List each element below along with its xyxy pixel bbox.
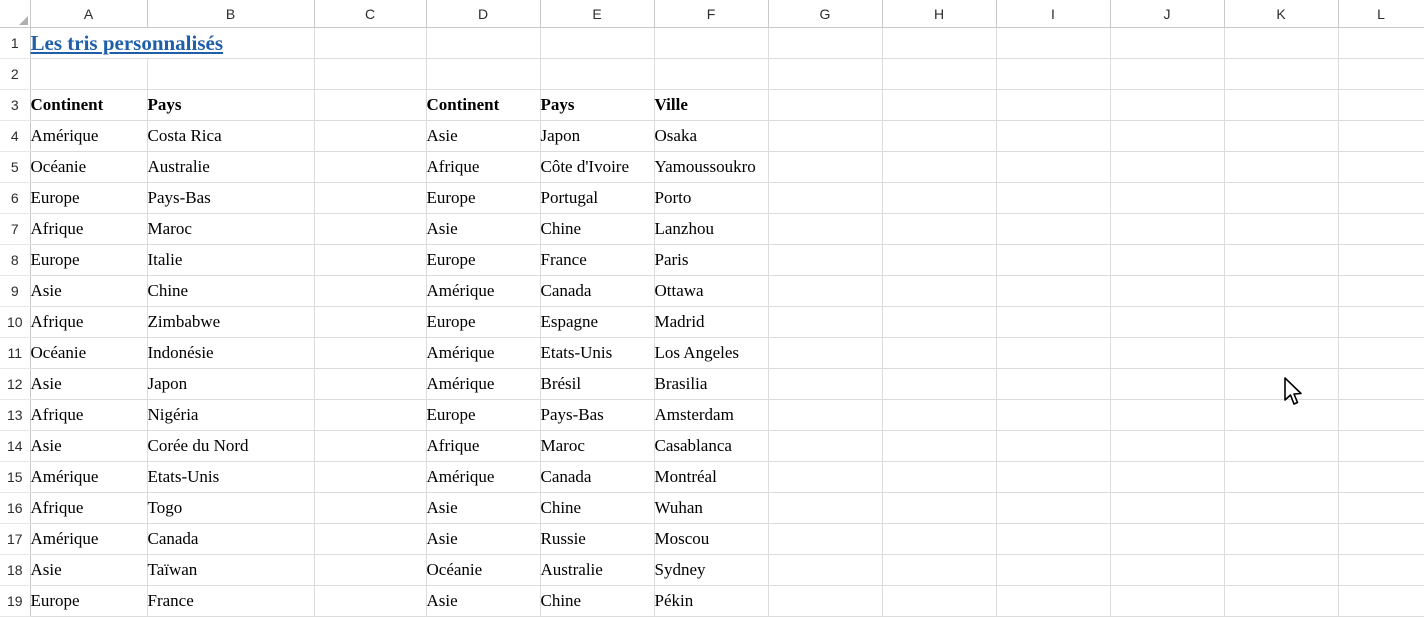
cell-b17[interactable]: Canada — [147, 524, 314, 555]
cell-i16[interactable] — [996, 493, 1110, 524]
row-header-14[interactable]: 14 — [0, 431, 30, 462]
cell-c15[interactable] — [314, 462, 426, 493]
cell-a4[interactable]: Amérique — [30, 121, 147, 152]
cell-a19[interactable]: Europe — [30, 586, 147, 617]
cell-f12[interactable]: Brasilia — [654, 369, 768, 400]
cell-c3[interactable] — [314, 90, 426, 121]
cell-b3[interactable]: Pays — [147, 90, 314, 121]
cell-b13[interactable]: Nigéria — [147, 400, 314, 431]
cell-f10[interactable]: Madrid — [654, 307, 768, 338]
column-header-d[interactable]: D — [426, 0, 540, 28]
cell-d16[interactable]: Asie — [426, 493, 540, 524]
table-row — [0, 152, 1424, 183]
cell-k13[interactable] — [1224, 400, 1338, 431]
cell-f18[interactable]: Sydney — [654, 555, 768, 586]
row-header-10[interactable]: 10 — [0, 307, 30, 338]
cell-g19[interactable] — [768, 586, 882, 617]
cell-h18[interactable] — [882, 555, 996, 586]
cell-c12[interactable] — [314, 369, 426, 400]
cell-e14[interactable]: Maroc — [540, 431, 654, 462]
cell-d10[interactable]: Europe — [426, 307, 540, 338]
cell-l2[interactable] — [1338, 59, 1424, 90]
cell-l5[interactable] — [1338, 152, 1424, 183]
row-header-3[interactable]: 3 — [0, 90, 30, 121]
column-header-l[interactable]: L — [1338, 0, 1424, 28]
row-header-4[interactable]: 4 — [0, 121, 30, 152]
cell-c16[interactable] — [314, 493, 426, 524]
cell-h11[interactable] — [882, 338, 996, 369]
cell-j19[interactable] — [1110, 586, 1224, 617]
cell-d18[interactable]: Océanie — [426, 555, 540, 586]
cell-h2[interactable] — [882, 59, 996, 90]
cell-g2[interactable] — [768, 59, 882, 90]
table-row — [0, 183, 1424, 214]
cell-b15[interactable]: Etats-Unis — [147, 462, 314, 493]
cell-a7[interactable]: Afrique — [30, 214, 147, 245]
table-row — [0, 121, 1424, 152]
select-all-corner[interactable] — [0, 0, 30, 28]
corner-triangle-icon — [19, 16, 28, 25]
cell-e16[interactable]: Chine — [540, 493, 654, 524]
cell-g18[interactable] — [768, 555, 882, 586]
cell-a9[interactable]: Asie — [30, 276, 147, 307]
cell-b5[interactable]: Australie — [147, 152, 314, 183]
cell-a14[interactable]: Asie — [30, 431, 147, 462]
row-header-16[interactable]: 16 — [0, 493, 30, 524]
cell-g15[interactable] — [768, 462, 882, 493]
cell-h16[interactable] — [882, 493, 996, 524]
cell-a18[interactable]: Asie — [30, 555, 147, 586]
cell-k1[interactable] — [1224, 28, 1338, 59]
cell-g17[interactable] — [768, 524, 882, 555]
cell-d5[interactable]: Afrique — [426, 152, 540, 183]
column-header-g[interactable]: G — [768, 0, 882, 28]
cell-f19[interactable]: Pékin — [654, 586, 768, 617]
table-row — [0, 400, 1424, 431]
cell-d11[interactable]: Amérique — [426, 338, 540, 369]
table-row — [0, 245, 1424, 276]
column-header-row — [0, 0, 1424, 28]
cell-h15[interactable] — [882, 462, 996, 493]
cell-i15[interactable] — [996, 462, 1110, 493]
cell-i17[interactable] — [996, 524, 1110, 555]
cell-f8[interactable]: Paris — [654, 245, 768, 276]
cell-d1[interactable] — [426, 28, 540, 59]
row-header-11[interactable]: 11 — [0, 338, 30, 369]
cell-b11[interactable]: Indonésie — [147, 338, 314, 369]
cell-e2[interactable] — [540, 59, 654, 90]
cell-f3[interactable]: Ville — [654, 90, 768, 121]
cell-d14[interactable]: Afrique — [426, 431, 540, 462]
cell-i10[interactable] — [996, 307, 1110, 338]
cell-j15[interactable] — [1110, 462, 1224, 493]
cell-c17[interactable] — [314, 524, 426, 555]
cell-d3[interactable]: Continent — [426, 90, 540, 121]
cell-b6[interactable]: Pays-Bas — [147, 183, 314, 214]
cell-b7[interactable]: Maroc — [147, 214, 314, 245]
cell-j2[interactable] — [1110, 59, 1224, 90]
cell-a11[interactable]: Océanie — [30, 338, 147, 369]
cell-g4[interactable] — [768, 121, 882, 152]
cell-j10[interactable] — [1110, 307, 1224, 338]
cell-d8[interactable]: Europe — [426, 245, 540, 276]
cell-k12[interactable] — [1224, 369, 1338, 400]
cell-l13[interactable] — [1338, 400, 1424, 431]
cell-i1[interactable] — [996, 28, 1110, 59]
cell-j9[interactable] — [1110, 276, 1224, 307]
cell-e4[interactable]: Japon — [540, 121, 654, 152]
cell-f11[interactable]: Los Angeles — [654, 338, 768, 369]
cell-a2[interactable] — [30, 59, 147, 90]
cell-i6[interactable] — [996, 183, 1110, 214]
cell-l10[interactable] — [1338, 307, 1424, 338]
cell-e17[interactable]: Russie — [540, 524, 654, 555]
cell-e5[interactable]: Côte d'Ivoire — [540, 152, 654, 183]
column-header-i[interactable]: I — [996, 0, 1110, 28]
cell-e10[interactable]: Espagne — [540, 307, 654, 338]
cell-f13[interactable]: Amsterdam — [654, 400, 768, 431]
table-row — [0, 586, 1424, 617]
cell-k6[interactable] — [1224, 183, 1338, 214]
cell-l1[interactable] — [1338, 28, 1424, 59]
cell-f1[interactable] — [654, 28, 768, 59]
cell-i3[interactable] — [996, 90, 1110, 121]
cell-k11[interactable] — [1224, 338, 1338, 369]
cell-e7[interactable]: Chine — [540, 214, 654, 245]
cell-e8[interactable]: France — [540, 245, 654, 276]
cell-c11[interactable] — [314, 338, 426, 369]
cell-f14[interactable]: Casablanca — [654, 431, 768, 462]
cell-h5[interactable] — [882, 152, 996, 183]
cell-j3[interactable] — [1110, 90, 1224, 121]
cell-l11[interactable] — [1338, 338, 1424, 369]
cell-i14[interactable] — [996, 431, 1110, 462]
cell-i9[interactable] — [996, 276, 1110, 307]
cell-b10[interactable]: Zimbabwe — [147, 307, 314, 338]
cell-i13[interactable] — [996, 400, 1110, 431]
cell-j17[interactable] — [1110, 524, 1224, 555]
cell-f16[interactable]: Wuhan — [654, 493, 768, 524]
cell-b12[interactable]: Japon — [147, 369, 314, 400]
cell-h7[interactable] — [882, 214, 996, 245]
cell-c5[interactable] — [314, 152, 426, 183]
cell-j1[interactable] — [1110, 28, 1224, 59]
cell-h12[interactable] — [882, 369, 996, 400]
column-header-f[interactable]: F — [654, 0, 768, 28]
cell-h10[interactable] — [882, 307, 996, 338]
cell-c13[interactable] — [314, 400, 426, 431]
cell-h19[interactable] — [882, 586, 996, 617]
cell-d6[interactable]: Europe — [426, 183, 540, 214]
cell-h1[interactable] — [882, 28, 996, 59]
cell-e3[interactable]: Pays — [540, 90, 654, 121]
cell-l16[interactable] — [1338, 493, 1424, 524]
cell-k5[interactable] — [1224, 152, 1338, 183]
cell-k4[interactable] — [1224, 121, 1338, 152]
cell-j11[interactable] — [1110, 338, 1224, 369]
cell-g16[interactable] — [768, 493, 882, 524]
row-header-9[interactable]: 9 — [0, 276, 30, 307]
cell-h14[interactable] — [882, 431, 996, 462]
cell-i8[interactable] — [996, 245, 1110, 276]
cell-k10[interactable] — [1224, 307, 1338, 338]
row-header-17[interactable]: 17 — [0, 524, 30, 555]
cell-i18[interactable] — [996, 555, 1110, 586]
row-header-13[interactable]: 13 — [0, 400, 30, 431]
cell-k9[interactable] — [1224, 276, 1338, 307]
cell-e18[interactable]: Australie — [540, 555, 654, 586]
table-row — [0, 276, 1424, 307]
cell-g14[interactable] — [768, 431, 882, 462]
cell-e15[interactable]: Canada — [540, 462, 654, 493]
table-row — [0, 307, 1424, 338]
table-row — [0, 493, 1424, 524]
cell-h4[interactable] — [882, 121, 996, 152]
table-row — [0, 524, 1424, 555]
cell-j18[interactable] — [1110, 555, 1224, 586]
cell-d7[interactable]: Asie — [426, 214, 540, 245]
cell-l12[interactable] — [1338, 369, 1424, 400]
cell-l3[interactable] — [1338, 90, 1424, 121]
cell-h9[interactable] — [882, 276, 996, 307]
cell-f5[interactable]: Yamoussoukro — [654, 152, 768, 183]
cell-j4[interactable] — [1110, 121, 1224, 152]
cell-d12[interactable]: Amérique — [426, 369, 540, 400]
cell-e1[interactable] — [540, 28, 654, 59]
cell-a10[interactable]: Afrique — [30, 307, 147, 338]
cell-l6[interactable] — [1338, 183, 1424, 214]
cell-g13[interactable] — [768, 400, 882, 431]
cell-c4[interactable] — [314, 121, 426, 152]
cell-c1[interactable] — [314, 28, 426, 59]
cell-c18[interactable] — [314, 555, 426, 586]
cell-a3[interactable]: Continent — [30, 90, 147, 121]
cell-d19[interactable]: Asie — [426, 586, 540, 617]
cell-a13[interactable]: Afrique — [30, 400, 147, 431]
row-header-2[interactable]: 2 — [0, 59, 30, 90]
row-header-8[interactable]: 8 — [0, 245, 30, 276]
cell-l19[interactable] — [1338, 586, 1424, 617]
cell-j6[interactable] — [1110, 183, 1224, 214]
row-header-12[interactable]: 12 — [0, 369, 30, 400]
cell-b16[interactable]: Togo — [147, 493, 314, 524]
cell-c8[interactable] — [314, 245, 426, 276]
cell-c2[interactable] — [314, 59, 426, 90]
column-header-e[interactable]: E — [540, 0, 654, 28]
cell-f7[interactable]: Lanzhou — [654, 214, 768, 245]
table-row — [0, 214, 1424, 245]
cell-k8[interactable] — [1224, 245, 1338, 276]
cell-e11[interactable]: Etats-Unis — [540, 338, 654, 369]
cell-g8[interactable] — [768, 245, 882, 276]
cell-j13[interactable] — [1110, 400, 1224, 431]
cell-c19[interactable] — [314, 586, 426, 617]
cell-g7[interactable] — [768, 214, 882, 245]
row-header-5[interactable]: 5 — [0, 152, 30, 183]
cell-d2[interactable] — [426, 59, 540, 90]
cell-l9[interactable] — [1338, 276, 1424, 307]
cell-g10[interactable] — [768, 307, 882, 338]
cell-f4[interactable]: Osaka — [654, 121, 768, 152]
cell-a5[interactable]: Océanie — [30, 152, 147, 183]
cell-k3[interactable] — [1224, 90, 1338, 121]
cell-b4[interactable]: Costa Rica — [147, 121, 314, 152]
cell-h6[interactable] — [882, 183, 996, 214]
cell-l17[interactable] — [1338, 524, 1424, 555]
cell-k19[interactable] — [1224, 586, 1338, 617]
cell-g5[interactable] — [768, 152, 882, 183]
cell-d15[interactable]: Amérique — [426, 462, 540, 493]
cell-c7[interactable] — [314, 214, 426, 245]
cell-g9[interactable] — [768, 276, 882, 307]
column-header-k[interactable]: K — [1224, 0, 1338, 28]
row-header-19[interactable]: 19 — [0, 586, 30, 617]
cell-e9[interactable]: Canada — [540, 276, 654, 307]
cell-b8[interactable]: Italie — [147, 245, 314, 276]
cell-i4[interactable] — [996, 121, 1110, 152]
cell-b2[interactable] — [147, 59, 314, 90]
cell-l4[interactable] — [1338, 121, 1424, 152]
cell-a12[interactable]: Asie — [30, 369, 147, 400]
cell-j8[interactable] — [1110, 245, 1224, 276]
table-row — [0, 338, 1424, 369]
cell-a16[interactable]: Afrique — [30, 493, 147, 524]
column-header-j[interactable]: J — [1110, 0, 1224, 28]
cell-f6[interactable]: Porto — [654, 183, 768, 214]
cell-b19[interactable]: France — [147, 586, 314, 617]
table-row — [0, 555, 1424, 586]
cell-e13[interactable]: Pays-Bas — [540, 400, 654, 431]
cell-f2[interactable] — [654, 59, 768, 90]
cell-i2[interactable] — [996, 59, 1110, 90]
cell-j14[interactable] — [1110, 431, 1224, 462]
table-row — [0, 59, 1424, 90]
cell-i12[interactable] — [996, 369, 1110, 400]
cell-f15[interactable]: Montréal — [654, 462, 768, 493]
cell-j5[interactable] — [1110, 152, 1224, 183]
row-header-6[interactable]: 6 — [0, 183, 30, 214]
cell-g11[interactable] — [768, 338, 882, 369]
cell-c6[interactable] — [314, 183, 426, 214]
cell-g6[interactable] — [768, 183, 882, 214]
cell-h3[interactable] — [882, 90, 996, 121]
cell-i7[interactable] — [996, 214, 1110, 245]
cell-i11[interactable] — [996, 338, 1110, 369]
cell-c10[interactable] — [314, 307, 426, 338]
cell-d17[interactable]: Asie — [426, 524, 540, 555]
table-row — [0, 90, 1424, 121]
cell-g1[interactable] — [768, 28, 882, 59]
table-row — [0, 28, 1424, 59]
cell-h13[interactable] — [882, 400, 996, 431]
column-header-b[interactable]: B — [147, 0, 314, 28]
cell-k16[interactable] — [1224, 493, 1338, 524]
cell-k17[interactable] — [1224, 524, 1338, 555]
cell-h8[interactable] — [882, 245, 996, 276]
cell-a6[interactable]: Europe — [30, 183, 147, 214]
cell-i19[interactable] — [996, 586, 1110, 617]
cell-j16[interactable] — [1110, 493, 1224, 524]
cell-k18[interactable] — [1224, 555, 1338, 586]
cell-f9[interactable]: Ottawa — [654, 276, 768, 307]
row-header-1[interactable]: 1 — [0, 28, 30, 59]
row-header-18[interactable]: 18 — [0, 555, 30, 586]
row-header-7[interactable]: 7 — [0, 214, 30, 245]
cell-a15[interactable]: Amérique — [30, 462, 147, 493]
cell-g3[interactable] — [768, 90, 882, 121]
cell-e12[interactable]: Brésil — [540, 369, 654, 400]
column-header-h[interactable]: H — [882, 0, 996, 28]
table-row — [0, 431, 1424, 462]
cell-l18[interactable] — [1338, 555, 1424, 586]
cell-k7[interactable] — [1224, 214, 1338, 245]
cell-e6[interactable]: Portugal — [540, 183, 654, 214]
cell-e19[interactable]: Chine — [540, 586, 654, 617]
cell-a17[interactable]: Amérique — [30, 524, 147, 555]
cell-d9[interactable]: Amérique — [426, 276, 540, 307]
cell-d4[interactable]: Asie — [426, 121, 540, 152]
cell-b14[interactable]: Corée du Nord — [147, 431, 314, 462]
cell-i5[interactable] — [996, 152, 1110, 183]
cell-b9[interactable]: Chine — [147, 276, 314, 307]
column-header-c[interactable]: C — [314, 0, 426, 28]
table-row — [0, 462, 1424, 493]
cell-k14[interactable] — [1224, 431, 1338, 462]
cell-d13[interactable]: Europe — [426, 400, 540, 431]
cell-c9[interactable] — [314, 276, 426, 307]
cell-h17[interactable] — [882, 524, 996, 555]
cell-k15[interactable] — [1224, 462, 1338, 493]
cell-f17[interactable]: Moscou — [654, 524, 768, 555]
cell-l14[interactable] — [1338, 431, 1424, 462]
cell-c14[interactable] — [314, 431, 426, 462]
cell-b18[interactable]: Taïwan — [147, 555, 314, 586]
cell-l7[interactable] — [1338, 214, 1424, 245]
column-header-a[interactable]: A — [30, 0, 147, 28]
cell-j12[interactable] — [1110, 369, 1224, 400]
cell-g12[interactable] — [768, 369, 882, 400]
cell-a1-title[interactable]: Les tris personnalisés — [30, 28, 314, 59]
cell-l15[interactable] — [1338, 462, 1424, 493]
table-row — [0, 369, 1424, 400]
cell-k2[interactable] — [1224, 59, 1338, 90]
cell-j7[interactable] — [1110, 214, 1224, 245]
cell-l8[interactable] — [1338, 245, 1424, 276]
cell-a8[interactable]: Europe — [30, 245, 147, 276]
row-header-15[interactable]: 15 — [0, 462, 30, 493]
